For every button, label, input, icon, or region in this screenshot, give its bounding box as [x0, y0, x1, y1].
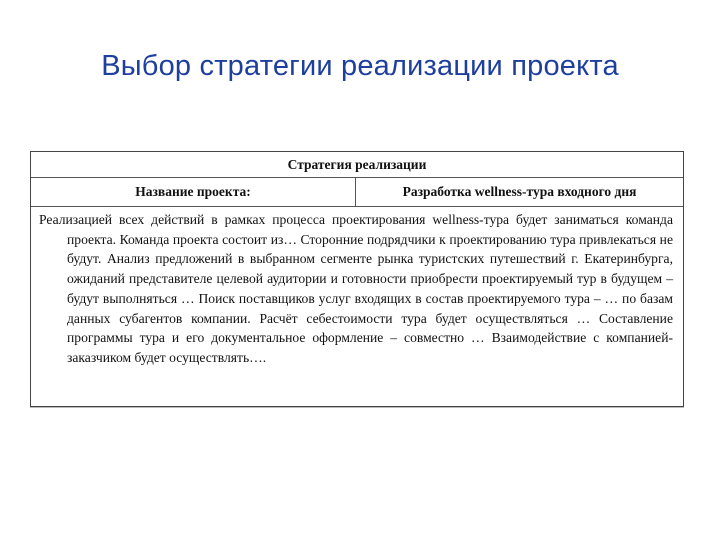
project-row [31, 178, 683, 207]
table-header: Стратегия реализации [31, 152, 683, 178]
strategy-description: Реализацией всех действий в рамках процесса проектирования wellness-тура будет заниматься команда проекта. Команда проекта состоит из… Сторонние подрядчики к проектированию тура привлекаться не будут. Анализ предложений в выбранном сегменте рынка туристских путешествий г. Екатеринбурга, ожиданий представителе целевой аудитории и готовности приобрести проектируемый тур в будущем – будут выполняться … Поиск поставщиков услуг входящих в состав проектируемого тура – … по базам данных субагентов компании. Расчёт себестоимости тура будет осуществляться … Составление программы тура и его документальное оформление – совместно … Взаимодействие с компанией-заказчиком будет осуществлять…. [39, 212, 673, 365]
project-name-label: Название проекта: [31, 178, 356, 206]
strategy-table [30, 151, 684, 407]
project-name-value: Разработка wellness-тура входного дня [402, 184, 637, 199]
slide-title: Выбор стратегии реализации проекта [101, 50, 619, 82]
